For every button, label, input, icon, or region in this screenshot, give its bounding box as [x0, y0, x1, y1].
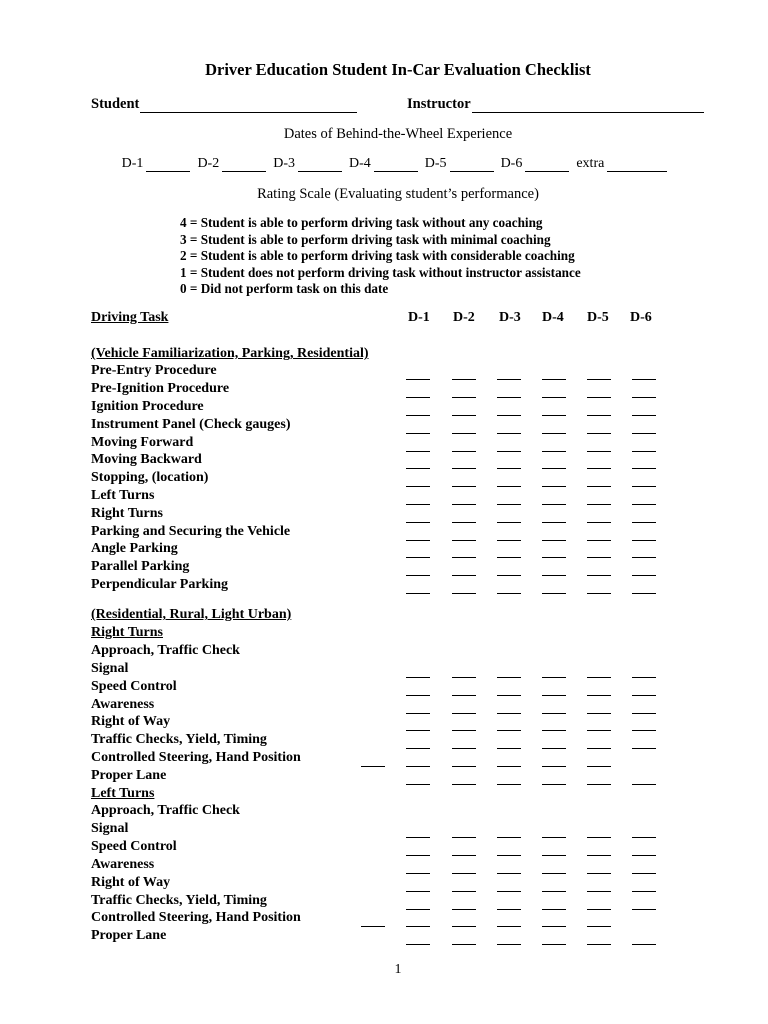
rating-blank[interactable] [632, 837, 656, 838]
rating-blank[interactable] [361, 766, 385, 767]
rating-blank[interactable] [587, 677, 611, 678]
rating-scale [180, 215, 581, 298]
rating-blank[interactable] [587, 891, 611, 892]
task-label: Traffic Checks, Yield, Timing [91, 732, 267, 747]
rating-blank[interactable] [632, 677, 656, 678]
date-label: D-1 [121, 156, 144, 171]
rating-blank[interactable] [542, 540, 566, 541]
dates-heading: Dates of Behind-the-Wheel Experience [283, 126, 513, 142]
rating-blank[interactable] [452, 379, 476, 380]
subsection-heading: Right Turns [91, 625, 163, 640]
rating-blank[interactable] [452, 730, 476, 731]
rating-blank[interactable] [632, 593, 656, 594]
rating-blank[interactable] [406, 415, 430, 416]
rating-blank[interactable] [542, 695, 566, 696]
student-label: Student [91, 96, 140, 112]
rating-blank[interactable] [452, 677, 476, 678]
section-heading: (Residential, Rural, Light Urban) [91, 607, 292, 622]
rating-blank[interactable] [587, 379, 611, 380]
rating-blank[interactable] [406, 504, 430, 505]
rating-blank[interactable] [542, 415, 566, 416]
rating-blank[interactable] [406, 748, 430, 749]
rating-blank[interactable] [542, 766, 566, 767]
rating-blank[interactable] [497, 766, 521, 767]
rating-blank[interactable] [632, 415, 656, 416]
rating-blank[interactable] [497, 593, 521, 594]
task-label: Pre-Ignition Procedure [91, 381, 230, 396]
rating-blank[interactable] [406, 837, 430, 838]
rating-blank[interactable] [497, 748, 521, 749]
date-blank[interactable] [607, 158, 667, 172]
rating-blank[interactable] [542, 451, 566, 452]
date-field-extra[interactable] [576, 156, 667, 172]
rating-blank[interactable] [587, 593, 611, 594]
rating-blank[interactable] [497, 695, 521, 696]
rating-blank[interactable] [542, 784, 566, 785]
rating-blank[interactable] [406, 379, 430, 380]
rating-blank[interactable] [587, 748, 611, 749]
rating-blank[interactable] [632, 784, 656, 785]
rating-scale-item: 2 = Student is able to perform driving task with considerable coaching [180, 248, 575, 264]
rating-blank[interactable] [542, 837, 566, 838]
rating-blank[interactable] [406, 593, 430, 594]
rating-blank[interactable] [587, 397, 611, 398]
task-label: Speed Control [91, 679, 177, 694]
rating-blank[interactable] [497, 379, 521, 380]
rating-blank[interactable] [452, 766, 476, 767]
rating-blank[interactable] [497, 944, 521, 945]
rating-blank[interactable] [452, 873, 476, 874]
task-label: Stopping, (location) [91, 470, 209, 485]
task-label: Ignition Procedure [91, 399, 204, 414]
task-label: Approach, Traffic Check [91, 643, 240, 658]
rating-blank[interactable] [497, 784, 521, 785]
column-header-d3: D-3 [499, 310, 521, 325]
rating-blank[interactable] [452, 415, 476, 416]
rating-blank[interactable] [452, 784, 476, 785]
rating-blank[interactable] [406, 926, 430, 927]
rating-blank[interactable] [587, 766, 611, 767]
rating-blank[interactable] [406, 677, 430, 678]
section-heading: (Vehicle Familiarization, Parking, Residential) [91, 346, 369, 361]
rating-blank[interactable] [406, 540, 430, 541]
rating-blank[interactable] [452, 593, 476, 594]
rating-blank[interactable] [587, 837, 611, 838]
rating-blank[interactable] [587, 486, 611, 487]
task-label: Perpendicular Parking [91, 577, 229, 592]
rating-blank[interactable] [406, 766, 430, 767]
task-label: Awareness [91, 857, 155, 872]
rating-blank[interactable] [452, 540, 476, 541]
task-label: Signal [91, 661, 129, 676]
task-label: Left Turns [91, 488, 155, 503]
rating-blank[interactable] [542, 713, 566, 714]
task-label: Right of Way [91, 714, 171, 729]
rating-blank[interactable] [406, 468, 430, 469]
date-field-d2[interactable] [197, 156, 266, 172]
date-label: D-4 [349, 156, 371, 171]
task-label: Controlled Steering, Hand Position [91, 910, 301, 925]
rating-blank[interactable] [542, 944, 566, 945]
rating-blank[interactable] [632, 557, 656, 558]
rating-blank[interactable] [497, 891, 521, 892]
task-label: Pre-Entry Procedure [91, 363, 217, 378]
rating-blank[interactable] [542, 909, 566, 910]
column-header-d4: D-4 [542, 310, 564, 325]
rating-blank[interactable] [587, 504, 611, 505]
date-blank[interactable] [222, 158, 266, 172]
date-label: extra [576, 156, 605, 171]
task-label: Right Turns [91, 506, 163, 521]
rating-blank[interactable] [632, 873, 656, 874]
rating-blank[interactable] [587, 575, 611, 576]
rating-blank[interactable] [406, 486, 430, 487]
rating-blank[interactable] [452, 909, 476, 910]
rating-blank[interactable] [542, 891, 566, 892]
date-blank[interactable] [374, 158, 418, 172]
rating-blank[interactable] [452, 451, 476, 452]
rating-blank[interactable] [542, 557, 566, 558]
rating-blank[interactable] [587, 944, 611, 945]
rating-blank[interactable] [632, 695, 656, 696]
date-label: D-5 [424, 156, 447, 171]
task-label: Moving Backward [91, 452, 202, 467]
rating-blank[interactable] [542, 397, 566, 398]
dates-row [0, 156, 768, 172]
rating-blank[interactable] [452, 522, 476, 523]
rating-blank[interactable] [406, 944, 430, 945]
date-field-d1[interactable] [122, 156, 191, 172]
rating-blank[interactable] [587, 557, 611, 558]
rating-blank[interactable] [542, 379, 566, 380]
date-label: D-6 [500, 156, 523, 171]
rating-blank[interactable] [406, 433, 430, 434]
task-label: Proper Lane [91, 928, 167, 943]
rating-blank[interactable] [406, 909, 430, 910]
rating-blank[interactable] [497, 926, 521, 927]
rating-blank[interactable] [452, 855, 476, 856]
rating-blank[interactable] [632, 504, 656, 505]
rating-blank[interactable] [542, 504, 566, 505]
rating-blank[interactable] [587, 415, 611, 416]
rating-blank[interactable] [587, 468, 611, 469]
rating-blank[interactable] [587, 713, 611, 714]
rating-blank[interactable] [542, 468, 566, 469]
task-label: Parking and Securing the Vehicle [91, 524, 291, 539]
rating-blank[interactable] [542, 522, 566, 523]
rating-blank[interactable] [542, 855, 566, 856]
rating-blank[interactable] [497, 451, 521, 452]
rating-blank[interactable] [587, 873, 611, 874]
instructor-label: Instructor [407, 96, 471, 112]
rating-blank[interactable] [632, 891, 656, 892]
date-field-d3[interactable] [273, 156, 342, 172]
rating-blank[interactable] [632, 713, 656, 714]
rating-blank[interactable] [406, 557, 430, 558]
rating-blank[interactable] [587, 784, 611, 785]
rating-blank[interactable] [497, 504, 521, 505]
rating-blank[interactable] [497, 873, 521, 874]
rating-blank[interactable] [632, 433, 656, 434]
rating-blank[interactable] [542, 575, 566, 576]
column-header-d2: D-2 [453, 310, 475, 325]
rating-scale-item: 4 = Student is able to perform driving task without any coaching [180, 215, 543, 230]
rating-blank[interactable] [452, 748, 476, 749]
rating-blank[interactable] [497, 522, 521, 523]
rating-blank[interactable] [497, 415, 521, 416]
rating-blank[interactable] [632, 522, 656, 523]
rating-blank[interactable] [406, 713, 430, 714]
date-blank[interactable] [450, 158, 494, 172]
rating-blank[interactable] [587, 540, 611, 541]
rating-blank[interactable] [452, 837, 476, 838]
date-blank[interactable] [146, 158, 190, 172]
rating-blank[interactable] [497, 730, 521, 731]
rating-blank[interactable] [406, 873, 430, 874]
rating-blank[interactable] [587, 730, 611, 731]
task-label: Signal [91, 821, 129, 836]
task-label: Approach, Traffic Check [91, 803, 240, 818]
rating-blank[interactable] [632, 748, 656, 749]
column-header-d1: D-1 [408, 310, 430, 325]
task-label: Awareness [91, 697, 155, 712]
date-field-d4[interactable] [349, 156, 418, 172]
rating-heading: Rating Scale (Evaluating student’s performance) [257, 186, 539, 202]
rating-blank[interactable] [406, 575, 430, 576]
instructor-blank[interactable] [472, 98, 704, 113]
rating-blank[interactable] [587, 855, 611, 856]
rating-blank[interactable] [587, 926, 611, 927]
rating-blank[interactable] [452, 713, 476, 714]
rating-blank[interactable] [632, 855, 656, 856]
rating-blank[interactable] [452, 926, 476, 927]
rating-blank[interactable] [542, 748, 566, 749]
subsection-heading: Left Turns [91, 786, 155, 801]
task-label: Moving Forward [91, 435, 194, 450]
rating-blank[interactable] [632, 397, 656, 398]
date-blank[interactable] [525, 158, 569, 172]
rating-blank[interactable] [542, 926, 566, 927]
rating-blank[interactable] [452, 397, 476, 398]
student-blank[interactable] [140, 98, 357, 113]
rating-blank[interactable] [497, 397, 521, 398]
task-label: Parallel Parking [91, 559, 190, 574]
task-label: Instrument Panel (Check gauges) [91, 417, 291, 432]
rating-blank[interactable] [406, 695, 430, 696]
date-blank[interactable] [298, 158, 342, 172]
rating-blank[interactable] [632, 540, 656, 541]
rating-blank[interactable] [497, 540, 521, 541]
rating-blank[interactable] [497, 909, 521, 910]
instructor-field[interactable] [407, 96, 704, 113]
rating-blank[interactable] [497, 713, 521, 714]
rating-scale-item: 0 = Did not perform task on this date [180, 281, 389, 297]
task-label: Controlled Steering, Hand Position [91, 750, 301, 765]
task-label: Proper Lane [91, 768, 167, 783]
rating-blank[interactable] [406, 451, 430, 452]
rating-blank[interactable] [452, 891, 476, 892]
rating-blank[interactable] [542, 873, 566, 874]
task-label: Traffic Checks, Yield, Timing [91, 893, 267, 908]
rating-blank[interactable] [497, 855, 521, 856]
driving-task-header: Driving Task [91, 310, 169, 325]
rating-blank[interactable] [632, 451, 656, 452]
date-field-d6[interactable] [501, 156, 570, 172]
rating-blank[interactable] [452, 575, 476, 576]
rating-blank[interactable] [587, 451, 611, 452]
rating-blank[interactable] [587, 695, 611, 696]
rating-blank[interactable] [406, 784, 430, 785]
rating-blank[interactable] [452, 433, 476, 434]
task-label: Speed Control [91, 839, 177, 854]
date-label: D-2 [197, 156, 220, 171]
rating-blank[interactable] [632, 730, 656, 731]
rating-blank[interactable] [406, 855, 430, 856]
rating-blank[interactable] [497, 575, 521, 576]
rating-blank[interactable] [587, 433, 611, 434]
rating-blank[interactable] [452, 468, 476, 469]
rating-blank[interactable] [542, 593, 566, 594]
page-title: Driver Education Student In-Car Evaluation Checklist [205, 60, 591, 79]
rating-blank[interactable] [542, 730, 566, 731]
rating-blank[interactable] [452, 944, 476, 945]
rating-blank[interactable] [632, 379, 656, 380]
rating-blank[interactable] [632, 909, 656, 910]
rating-blank[interactable] [632, 486, 656, 487]
rating-blank[interactable] [542, 433, 566, 434]
column-header-d6: D-6 [630, 310, 652, 325]
task-label: Right of Way [91, 875, 171, 890]
rating-blank[interactable] [452, 486, 476, 487]
column-header-d5: D-5 [587, 310, 609, 325]
page-number: 1 [394, 962, 402, 977]
rating-blank[interactable] [406, 522, 430, 523]
rating-blank[interactable] [587, 909, 611, 910]
rating-blank[interactable] [406, 891, 430, 892]
rating-blank[interactable] [361, 926, 385, 927]
rating-blank[interactable] [497, 837, 521, 838]
rating-blank[interactable] [452, 695, 476, 696]
rating-blank[interactable] [497, 486, 521, 487]
rating-blank[interactable] [497, 557, 521, 558]
rating-blank[interactable] [542, 486, 566, 487]
rating-blank[interactable] [497, 677, 521, 678]
rating-blank[interactable] [632, 575, 656, 576]
rating-scale-item: 1 = Student does not perform driving task without instructor assistance [180, 264, 581, 280]
date-field-d5[interactable] [425, 156, 494, 172]
rating-blank[interactable] [406, 730, 430, 731]
rating-blank[interactable] [542, 677, 566, 678]
rating-scale-item: 3 = Student is able to perform driving task with minimal coaching [180, 231, 551, 247]
rating-blank[interactable] [406, 397, 430, 398]
date-label: D-3 [273, 156, 295, 171]
rating-blank[interactable] [632, 944, 656, 945]
rating-blank[interactable] [497, 433, 521, 434]
student-field[interactable] [91, 96, 357, 113]
rating-blank[interactable] [632, 468, 656, 469]
task-label: Angle Parking [91, 541, 178, 556]
rating-blank[interactable] [587, 522, 611, 523]
rating-blank[interactable] [452, 557, 476, 558]
rating-blank[interactable] [497, 468, 521, 469]
rating-blank[interactable] [452, 504, 476, 505]
